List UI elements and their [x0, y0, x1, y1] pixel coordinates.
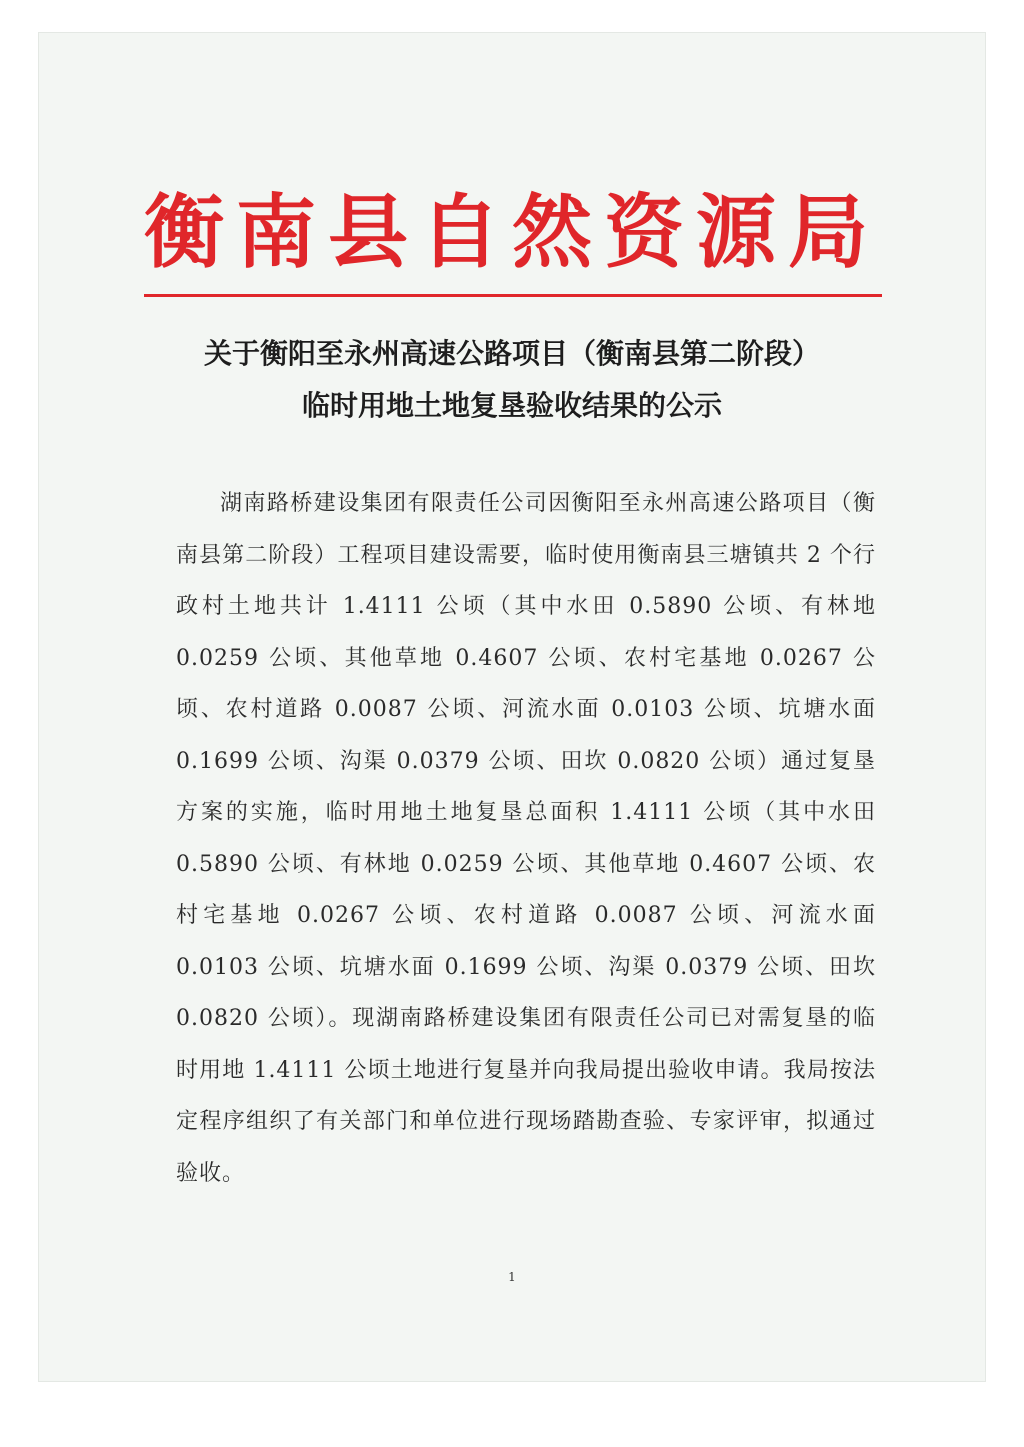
notice-body: [176, 478, 876, 1199]
notice-title: [38, 328, 986, 432]
red-header-rule: [144, 294, 882, 297]
agency-masthead: 衡南县自然资源局: [144, 185, 880, 279]
notice-title-line-1: 关于衡阳至永州高速公路项目（衡南县第二阶段）: [203, 337, 820, 370]
page-number: 1: [508, 1270, 516, 1284]
notice-title-line-2: 临时用地土地复垦验收结果的公示: [301, 389, 722, 422]
document-page: [38, 32, 986, 1382]
notice-body-paragraph: 湖南路桥建设集团有限责任公司因衡阳至永州高速公路项目（衡南县第二阶段）工程项目建设需要，临时使用衡南县三塘镇共 2 个行政村土地共计 1.4111 公顷（其中水田 0.5890 公顷、有林地 0.0259 公顷、其他草地 0.4607 公顷、农村宅基地 0.0267 公顷、农村道路 0.0087 公顷、河流水面 0.0103 公顷、坑塘水面 0.1699 公顷、沟渠 0.0379 公顷、田坎 0.0820 公顷）通过复垦方案的实施，临时用地土地复垦总面积 1.4111 公顷（其中水田 0.5890 公顷、有林地 0.0259 公顷、其他草地 0.4607 公顷、农村宅基地 0.0267 公顷、农村道路 0.0087 公顷、河流水面 0.0103 公顷、坑塘水面 0.1699 公顷、沟渠 0.0379 公顷、田坎 0.0820 公顷）。现湖南路桥建设集团有限责任公司已对需复垦的临时用地 1.4111 公顷土地进行复垦并向我局提出验收申请。我局按法定程序组织了有关部门和单位进行现场踏勘查验、专家评审，拟通过验收。: [176, 491, 876, 1186]
